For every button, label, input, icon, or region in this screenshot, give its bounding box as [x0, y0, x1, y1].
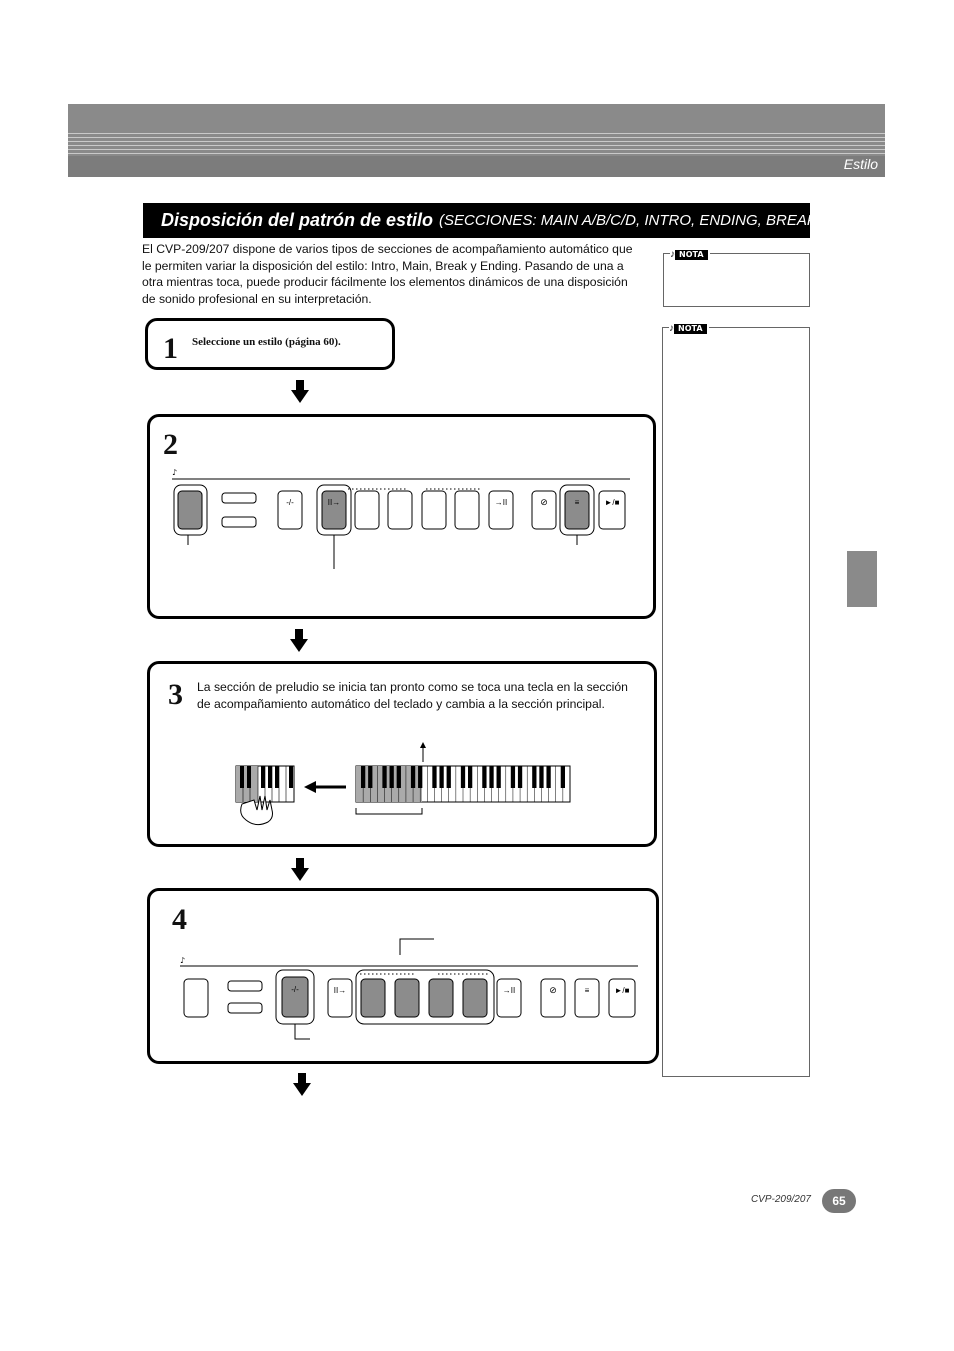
ending-icon: →II	[502, 986, 516, 995]
chapter-tab	[847, 551, 877, 607]
arrow-down-icon	[293, 1073, 311, 1097]
tempo-up-button[interactable]	[222, 493, 256, 503]
step-1-box	[145, 318, 395, 370]
step-2-box	[147, 414, 656, 619]
acmp-button[interactable]	[184, 979, 208, 1017]
note-box-2	[662, 323, 810, 1077]
sync-stop-icon: ⊘	[540, 497, 548, 507]
ending-button[interactable]	[497, 979, 521, 1017]
nota-tag: NOTA	[675, 250, 708, 260]
arrow-down-icon	[291, 380, 309, 404]
note-icon: ♪	[669, 323, 674, 334]
main-a-button[interactable]	[355, 491, 379, 529]
note-icon: ♪	[670, 249, 675, 260]
main-c-button[interactable]	[429, 979, 453, 1017]
intro-paragraph: El CVP-209/207 dispone de varios tipos de secciones de acompañamiento automático que le permiten variar la disposición del estilo: Intro, Main, Break y Ending. Pasando de una a otra mientras toca, puede producir fácilmente los elementos dinámicos de una disposición de sonido profesional en su interpretación.	[142, 242, 633, 306]
header-lower-band	[68, 156, 885, 177]
step-number: 3	[168, 678, 183, 711]
footer-model: CVP-209/207	[750, 1194, 811, 1205]
main-d-button[interactable]	[455, 491, 479, 529]
step-number: 1	[163, 332, 178, 365]
keyboard-diagram	[234, 736, 574, 836]
intro-icon: II→	[327, 498, 341, 507]
style-control-panel	[160, 465, 640, 575]
tempo-down-button[interactable]	[228, 1003, 262, 1013]
main-d-button[interactable]	[463, 979, 487, 1017]
step-number: 2	[163, 428, 178, 461]
break-icon: -/-	[286, 498, 294, 507]
main-b-button[interactable]	[395, 979, 419, 1017]
step-3-box	[147, 661, 657, 847]
start-stop-button[interactable]	[599, 491, 625, 529]
sync-stop-icon: ⊘	[549, 985, 557, 995]
step-4-box	[147, 888, 659, 1064]
start-stop-icon: ►/■	[604, 498, 620, 507]
main-b-button[interactable]	[388, 491, 412, 529]
main-a-button[interactable]	[361, 979, 385, 1017]
page-number: 65	[822, 1189, 856, 1213]
break-icon: -/-	[291, 985, 299, 994]
arrow-down-icon	[290, 629, 308, 653]
panel-icon: ♪	[180, 956, 186, 965]
section-label: Estilo	[843, 156, 878, 172]
sync-start-icon: ≡	[574, 498, 580, 507]
header-stripes	[68, 130, 885, 156]
intro-button[interactable]	[322, 491, 346, 529]
tempo-down-button[interactable]	[222, 517, 256, 527]
full-keyboard	[356, 766, 570, 802]
main-c-button[interactable]	[422, 491, 446, 529]
acmp-button[interactable]	[178, 491, 202, 529]
step-1-text: Seleccione un estilo (página 60).	[192, 336, 341, 348]
tempo-up-button[interactable]	[228, 981, 262, 991]
intro-button[interactable]	[328, 979, 352, 1017]
ending-icon: →II	[494, 498, 508, 507]
ending-button[interactable]	[489, 491, 513, 529]
start-stop-button[interactable]	[609, 979, 635, 1017]
sync-start-button[interactable]	[575, 979, 599, 1017]
arrow-down-icon	[291, 858, 309, 882]
sync-start-icon: ≡	[584, 986, 590, 995]
intro-icon: II→	[333, 986, 347, 995]
nota-tag: NOTA	[674, 324, 707, 334]
style-control-panel	[168, 927, 652, 1047]
title-subtitle: (SECCIONES: MAIN A/B/C/D, INTRO, ENDING, BREAK)	[439, 212, 822, 229]
break-button[interactable]	[282, 977, 308, 1017]
note-box-1	[663, 249, 810, 307]
step-number: 4	[172, 903, 187, 936]
title-main: Disposición del patrón de estilo	[161, 210, 434, 230]
panel-icon: ♪	[172, 468, 178, 477]
sync-start-button[interactable]	[565, 491, 589, 529]
page-title	[143, 203, 822, 238]
header-band	[68, 104, 885, 177]
start-stop-icon: ►/■	[614, 986, 630, 995]
step-3-text: La sección de preludio se inicia tan pronto como se toca una tecla en la sección de acompañamiento automático del teclado y cambia a la sección principal.	[197, 680, 628, 711]
break-button[interactable]	[278, 491, 302, 529]
